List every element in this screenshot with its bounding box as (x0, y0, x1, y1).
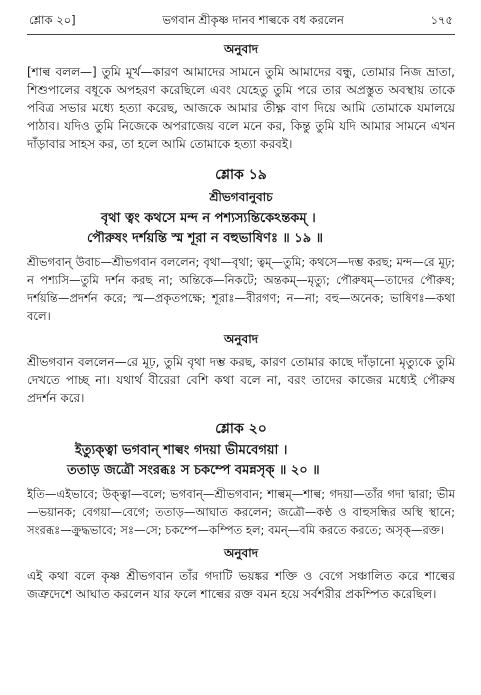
translation-label: অনুবাদ (223, 546, 259, 560)
verse-line: বৃথা ত্বং কথসে মন্দ ন পশ্যস্যন্তিকেঽন্তকম্ । (101, 211, 316, 226)
translation-label: অনুবাদ (223, 42, 259, 56)
book-page (27, 12, 455, 603)
verse-line: ইত্যুক্ত্বা ভগবান্ শাল্বং গদয়া ভীমবেগয়া । (75, 443, 288, 458)
verse-reference: শ্লোক ২০] (29, 13, 76, 27)
verse-heading: শ্লোক ১৯ (215, 167, 267, 183)
page-number: ১৭৫ (430, 13, 453, 27)
verse-line: পৌরুষং দর্শয়ন্তি স্ম শূরা ন বহুভাষিণঃ ॥ ১৯ ॥ (87, 231, 324, 246)
synonyms-paragraph: ইতি—এইভাবে; উক্ত্বা—বলে; ভগবান্—শ্রীভগবান; শাল্বম্—শাল্ব; গদয়া—তাঁর গদা দ্বারা; ভীম—ভয়ানক; বেগয়া—বেগে; ততাড়—আঘাত করলেন; জত্রৌ—কণ্ঠ ও বাহুসন্ধির অস্থি স্থানে; সংরব্ধঃ—ক্রুদ্ধভাবে; সঃ—সে; চকম্পে—কম্পিত হল; বমন্—বমি করতে করতে; অসৃক্—রক্ত। (27, 487, 455, 537)
speaker-line: শ্রীভগবানুবাচ (209, 190, 273, 204)
translation-paragraph: এই কথা বলে কৃষ্ণ শ্রীভগবান তাঁর গদাটি ভয়ঙ্কর শক্তি ও বেগে সঞ্চালিত করে শাল্বের জত্রুদেশে আঘাত করলেন যার ফলে শাল্বের রক্ত বমন হয়ে সর্বশরীর প্রকম্পিত করেছিল। (27, 569, 455, 601)
translation-paragraph: শ্রীভগবান বললেন—রে মূঢ়, তুমি বৃথা দম্ভ করছ, কারণ তোমার কাছে দাঁড়ানো মৃত্যুকে তুমি দেখতে পাচ্ছ না। যথার্থ বীরেরা বেশি কথা বলে না, বরং তাদের কাজের মধ্যেই পৌরুষ প্রদর্শন করে। (27, 355, 455, 405)
chapter-title: ভগবান শ্রীকৃষ্ণ দানব শাল্বকে বধ করলেন (162, 13, 344, 27)
translation-label: অনুবাদ (223, 332, 259, 346)
verse-heading: শ্লোক ২০ (215, 421, 267, 437)
translation-paragraph: [শাল্ব বলল—] তুমি মূর্খ—কারণ আমাদের সামনে তুমি আমাদের বন্ধু, তোমার নিজ ভ্রাতা, শিশুপালের বধূকে অপহরণ করেছিলে এবং যেহেতু তুমি পরে তার অপ্রস্তুত অবস্থায় তাকে পবিত্র সভার মধ্যে হত্যা করেছ, আজকে আমার তীক্ষ্ণ বাণ দিয়ে আমি তোমাকে যমালয়ে পাঠাব। যদিও তুমি নিজেকে অপরাজেয় বলে মনে কর, কিন্তু তুমি যদি আমার সামনে এখন দাঁড়াবার সাহস কর, তা হলে আমি তোমাকে হত্যা করবই। (27, 65, 455, 151)
verse-line: ততাড় জত্রৌ সংরব্ধঃ স চকম্পে বমন্নসৃক্ ॥ ২০ ॥ (67, 463, 320, 478)
synonyms-paragraph: শ্রীভগবান্ উবাচ—শ্রীভগবান বললেন; বৃথা—বৃথা; ত্বম্—তুমি; কথসে—দম্ভ করছ; মন্দ—রে মূঢ়; ন পশ্যসি—তুমি দর্শন করছ না; অন্তিকে—নিকটে; অন্তকম্—মৃত্যু; পৌরুষম্—তাদের পৌরুষ; দর্শয়ন্তি—প্রদর্শন করে; স্ম—প্রকৃতপক্ষে; শূরাঃ—বীরগণ; ন—না; বহু—অনেক; ভাষিণঃ—কথা বলে। (27, 255, 455, 323)
running-header (27, 12, 455, 35)
